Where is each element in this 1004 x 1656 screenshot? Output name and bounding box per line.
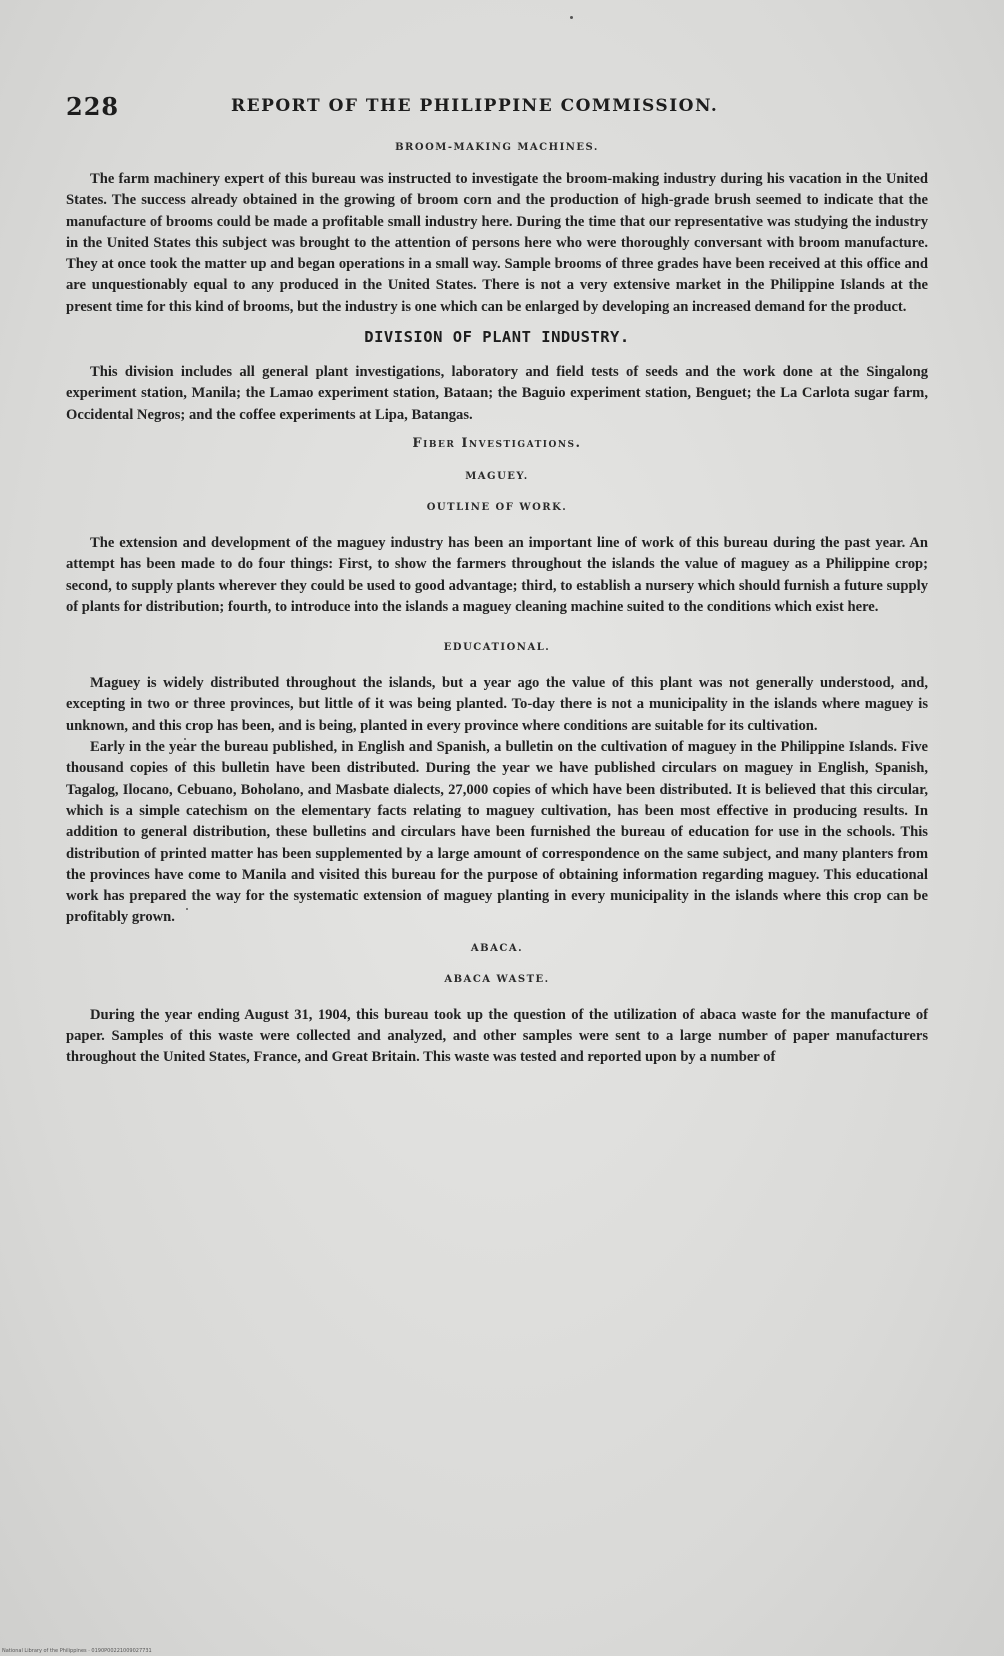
heading-abaca-waste: ABACA WASTE. <box>444 973 550 985</box>
heading-maguey: MAGUEY. <box>465 470 529 482</box>
paragraph-abaca-waste: During the year ending August 31, 1904, this bureau took up the question of the utilization of abaca waste for the manufacture of paper. Samples of this waste were collected and analyzed, and other samples were sent to a large number of paper manufacturers throughout the United States, France, and Great Britain. This waste was tested and reported upon by a number of <box>66 1006 928 1066</box>
paragraph-division: This division includes all general plant investigations, laboratory and field tests of seeds and the work done at the Singalong experiment station, Manila; the Lamao experiment station, Bataan; the Baguio experiment station, Benguet; the La Carlota sugar farm, Occidental Negros; and the coffee experiments at Lipa, Batangas. <box>66 364 928 423</box>
heading-abaca: ABACA. <box>470 942 524 954</box>
scan-footer-note: National Library of the Philippines · 0190P00221009027731 <box>2 1648 152 1654</box>
speck-mark <box>570 16 573 19</box>
page-number: 228 <box>66 92 120 121</box>
page-body <box>66 142 928 1069</box>
paragraph-outline: The extension and development of the maguey industry has been an important line of work of this bureau during the past year. An attempt has been made to do four things: First, to show the farmers throughout the islands the value of maguey as a Philippine crop; second, to supply plants wherever they could be used to good advantage; third, to establish a nursery which should furnish a future supply of plants for distribution; fourth, to introduce into the islands a maguey cleaning machine suited to the conditions which exist here. <box>66 534 928 615</box>
paragraph-educational-1: Maguey is widely distributed throughout the islands, but a year ago the value of this plant was not generally understood, and, excepting in two or three provinces, but little of it was being planted. To-day there is not a municipality in the islands where maguey is unknown, and this crop has been, and is being, planted in every province where conditions are suitable for its cultivation. <box>66 675 928 734</box>
heading-broom-making: BROOM-MAKING MACHINES. <box>395 142 599 153</box>
heading-educational: EDUCATIONAL. <box>443 642 551 654</box>
heading-division-plant-industry: DIVISION OF PLANT INDUSTRY. <box>364 328 630 347</box>
heading-fiber-investigations: Fiber Investigations. <box>412 435 582 451</box>
heading-outline-of-work: OUTLINE OF WORK. <box>426 501 568 513</box>
page-header <box>66 92 926 122</box>
paragraph-broom-making: The farm machinery expert of this bureau was instructed to investigate the broom-making industry during his vacation in the United States. The success already obtained in the growing of broom corn and the production of high-grade brush seemed to indicate that the manufacture of brooms could be made a profitable small industry here. During the time that our representative was studying the industry in the United States this subject was brought to the attention of persons here who were thoroughly conversant with broom manufacture. They at once took the matter up and began operations in a small way. Sample brooms of three grades have been received at this office and are unquestionably equal to any produced in the United States. There is not a very extensive market in the Philippine Islands at the present time for this kind of brooms, but the industry is one which can be enlarged by developing an increased demand for the product. <box>66 171 928 315</box>
running-head: REPORT OF THE PHILIPPINE COMMISSION. <box>231 96 719 116</box>
paragraph-educational-2: Early in the year the bureau published, in English and Spanish, a bulletin on the cultivation of maguey in the Philippine Islands. Five thousand copies of this bulletin have been distributed. During the year we have published circulars on maguey in English, Spanish, Tagalog, Ilocano, Cebuano, Boholano, and Masbate dialects, 27,000 copies of which have been distributed. It is believed that this circular, which is a simple catechism on the elementary facts relating to maguey cultivation, has been most effective in producing results. In addition to general distribution, these bulletins and circulars have been furnished the bureau of education for use in the schools. This distribution of printed matter has been supplemented by a large amount of correspondence on the same subject, and many planters from the provinces have come to Manila and visited this bureau for the purpose of obtaining information regarding maguey. This educational work has prepared the way for the systematic extension of maguey planting in every municipality in the islands where this crop can be profitably grown. <box>66 739 928 926</box>
